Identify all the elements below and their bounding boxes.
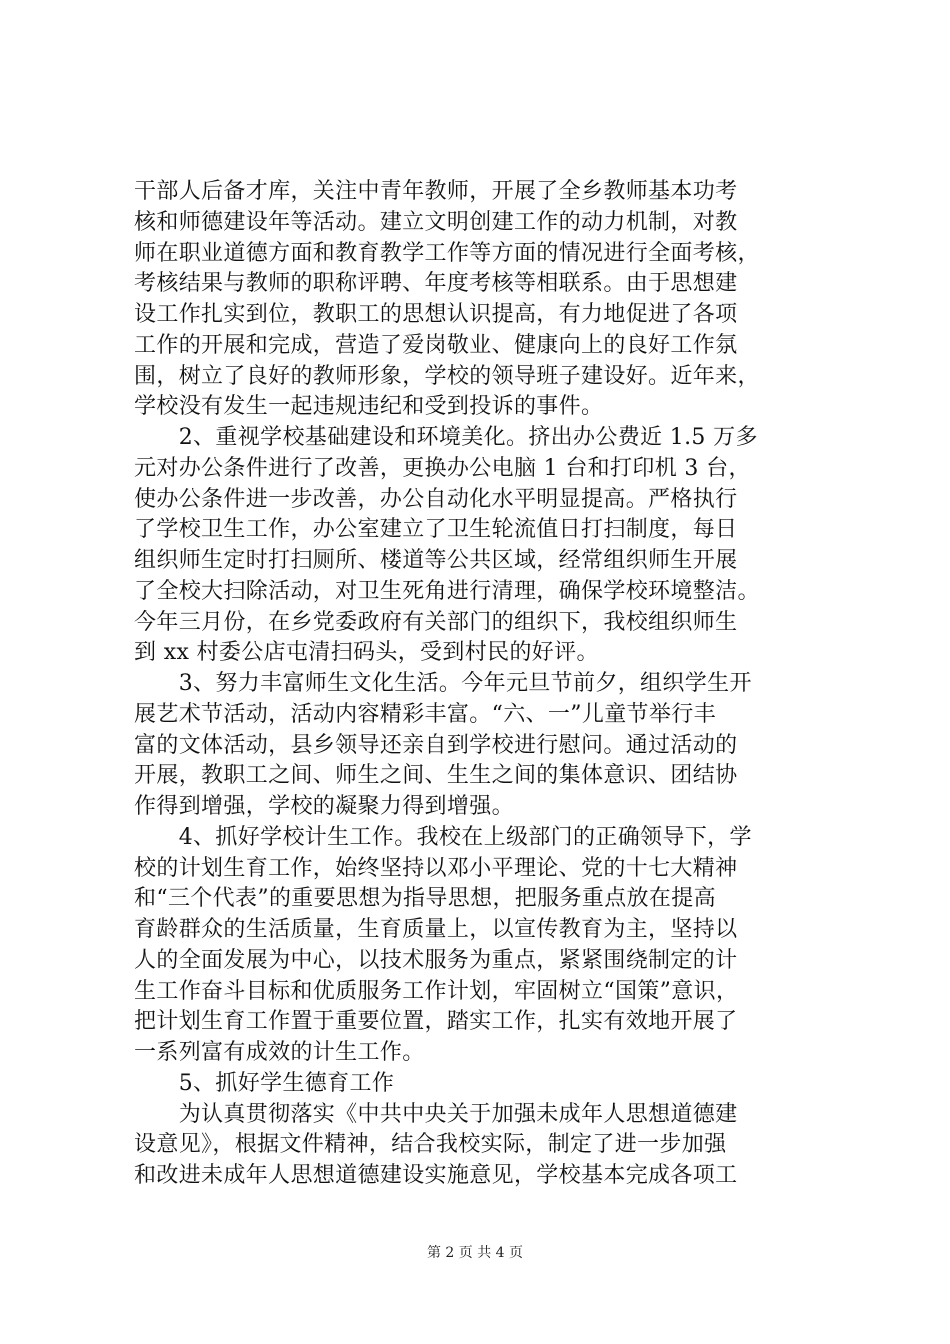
text-line: 师在职业道德方面和教育教学工作等方面的情况进行全面考核， xyxy=(134,240,760,266)
text-line: 围，树立了良好的教师形象，学校的领导班子建设好。近年来， xyxy=(134,363,760,389)
text-line: 展艺术节活动，活动内容精彩丰富。“六、一”儿童节举行丰 xyxy=(134,701,716,727)
text-line: 核和师德建设年等活动。建立文明创建工作的动力机制，对教 xyxy=(134,209,738,235)
text-line: 富的文体活动，县乡领导还亲自到学校进行慰问。通过活动的 xyxy=(134,732,738,758)
text-line: 干部人后备才库，关注中青年教师，开展了全乡教师基本功考 xyxy=(134,179,738,204)
page-number-footer: 第 2 页 共 4 页 xyxy=(426,1245,524,1261)
text-line: 组织师生定时打扫厕所、楼道等公共区域，经常组织师生开展 xyxy=(134,548,738,573)
text-line: 到 xx 村委公店屯清扫码头，受到村民的好评。 xyxy=(134,640,599,666)
text-line: 元对办公条件进行了改善，更换办公电脑 1 台和打印机 3 台， xyxy=(134,455,751,481)
text-line: 工作的开展和完成，营造了爱岗敬业、健康向上的良好工作氛 xyxy=(134,332,738,358)
text-line: 了全校大扫除活动，对卫生死角进行清理，确保学校环境整洁。 xyxy=(134,578,760,604)
text-line: 育龄群众的生活质量，生育质量上，以宣传教育为主，坚持以 xyxy=(134,917,738,942)
text-line: 学校没有发生一起违规违纪和受到投诉的事件。 xyxy=(134,394,604,420)
text-line: 和改进未成年人思想道德建设实施意见，学校基本完成各项工 xyxy=(134,1163,738,1188)
text-line: 今年三月份，在乡党委政府有关部门的组织下，我校组织师生 xyxy=(134,609,738,635)
text-line: 了学校卫生工作，办公室建立了卫生轮流值日打扫制度，每日 xyxy=(134,517,738,543)
text-line: 考核结果与教师的职称评聘、年度考核等相联系。由于思想建 xyxy=(134,271,738,297)
text-line: 4、抓好学校计生工作。我校在上级部门的正确领导下，学 xyxy=(134,824,752,850)
text-line: 3、努力丰富师生文化生活。今年元旦节前夕，组织学生开 xyxy=(134,671,752,696)
text-line: 为认真贯彻落实《中共中央关于加强未成年人思想道德建 xyxy=(134,1101,738,1127)
text-line: 设工作扎实到位，教职工的思想认识提高，有力地促进了各项 xyxy=(134,302,738,327)
document-body xyxy=(134,177,818,1192)
text-line: 作得到增强，学校的凝聚力得到增强。 xyxy=(134,794,514,819)
text-line: 5、抓好学生德育工作 xyxy=(134,1070,395,1096)
text-line: 和“三个代表”的重要思想为指导思想，把服务重点放在提高 xyxy=(134,886,716,912)
text-line: 开展，教职工之间、师生之间、生生之间的集体意识、团结协 xyxy=(134,763,738,789)
text-line: 一系列富有成效的计生工作。 xyxy=(134,1040,425,1065)
text-line: 设意见》，根据文件精神，结合我校实际，制定了进一步加强 xyxy=(134,1132,727,1158)
text-line: 使办公条件进一步改善，办公自动化水平明显提高。严格执行 xyxy=(134,486,738,512)
text-line: 人的全面发展为中心，以技术服务为重点，紧紧围绕制定的计 xyxy=(134,947,738,973)
text-line: 校的计划生育工作，始终坚持以邓小平理论、党的十七大精神 xyxy=(134,855,738,881)
text-line: 2、重视学校基础建设和环境美化。挤出办公费近 1.5 万多 xyxy=(134,425,758,450)
text-line: 把计划生育工作置于重要位置，踏实工作，扎实有效地开展了 xyxy=(134,1009,738,1035)
text-line: 生工作奋斗目标和优质服务工作计划，牢固树立“国策”意识， xyxy=(134,978,739,1004)
